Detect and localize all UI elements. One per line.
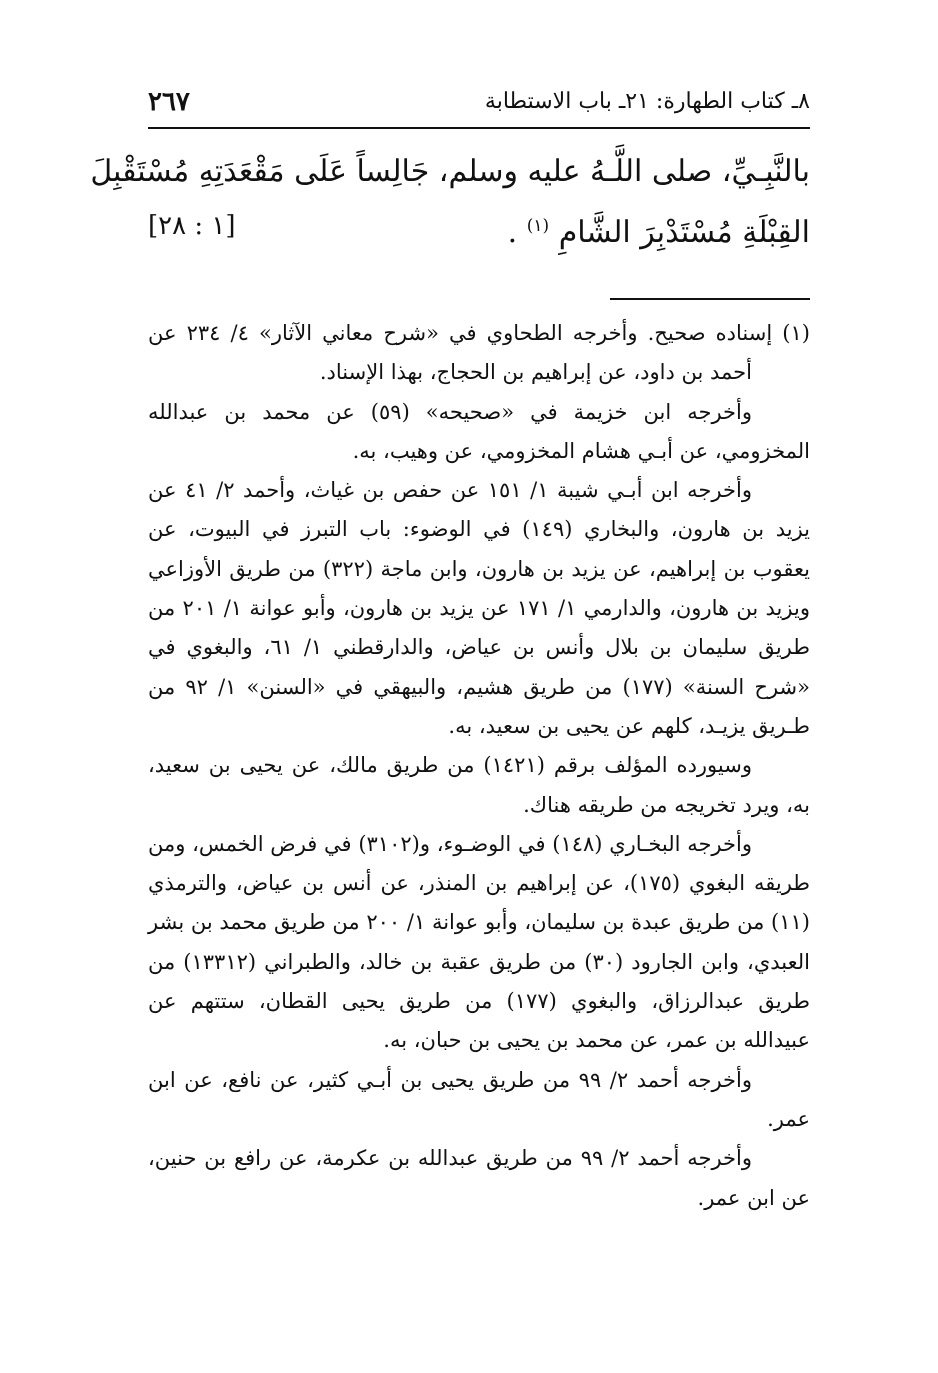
footnote-marker: (١)	[526, 216, 550, 236]
footnote-paragraph: (١) إسناده صحيح. وأخرجه الطحاوي في «شرح معاني الآثار» ٤/ ٢٣٤ عن أحمد بن داود، عن إبراهيم بن الحجاج، بهذا الإسناد.	[148, 321, 810, 385]
footnotes	[148, 314, 810, 1218]
footnote-paragraph: وأخرجه ابن أبـي شيبة ١/ ١٥١ عن حفص بن غياث، وأحمد ٢/ ٤١ عن يزيد بن هارون، والبخاري (١٤٩) في الوضوء: باب التبرز في البيوت، عن يعقوب بن إبراهيم، عن يزيد بن هارون، وابن ماجة (٣٢٢) من طريق الأوزاعي ويزيد بن هارون، والدارمي ١/ ١٧١ عن يزيد بن هارون، وأبو عوانة ١/ ٢٠١ من طريق سليمان بن بلال وأنس بن عياض، والدارقطني ١/ ٦١، والبغوي في «شرح السنة» (١٧٧) من طريق هشيم، والبيهقي في «السنن» ١/ ٩٢ من طـريق يزيـد، كلهم عن يحيى بن سعيد، به.	[148, 478, 810, 738]
hadith-line-2	[148, 199, 810, 260]
footnote-paragraph: وأخرجه البخـاري (١٤٨) في الوضـوء، و(٣١٠٢) في فرض الخمس، ومن طريقه البغوي (١٧٥)، عن إبراهيم بن المنذر، عن أنس بن عياض، والترمذي (١١) من طريق عبدة بن سليمان، وأبو عوانة ١/ ٢٠٠ من طريق محمد بن بشر العبدي، وابن الجارود (٣٠) من طريق عقبة بن خالد، والطبراني (١٣٣١٢) من طريق عبدالرزاق، والبغوي (١٧٧) من طريق يحيى القطان، ستتهم عن عبيدالله بن عمر، عن محمد بن يحيى بن حبان، به.	[148, 831, 810, 1053]
hadith-line-2-end: .	[507, 215, 518, 250]
running-header	[148, 84, 810, 124]
hadith-line-1: بالنَّبِـيِّ، صلى اللَّـهُ عليه وسلم، جَالِساً عَلَى مَقْعَدَتِهِ مُسْتَقْبِلَ	[90, 154, 810, 189]
hadith-text	[90, 145, 810, 260]
footnote-paragraph: وأخرجه أحمد ٢/ ٩٩ من طريق يحيى بن أبـي كثير، عن نافع، عن ابن عمر.	[148, 1067, 810, 1131]
page-number: ٢٦٧	[148, 87, 190, 117]
header-divider	[148, 127, 810, 129]
footnote-paragraph: وأخرجه أحمد ٢/ ٩٩ من طريق عبدالله بن عكرمة، عن رافع بن حنين، عن ابن عمر.	[148, 1146, 810, 1210]
footnote-paragraph: وأخرجه ابن خزيمة في «صحيحه» (٥٩) عن محمد بن عبدالله المخزومي، عن أبـي هشام المخزومي، عن وهيب، به.	[148, 399, 810, 463]
chapter-title: ٨ـ كتاب الطهارة: ٢١ـ باب الاستطابة	[484, 89, 810, 114]
hadith-reference: [١ : ٢٨]	[148, 211, 236, 241]
footnote-paragraph: وسيورده المؤلف برقم (١٤٢١) من طريق مالك، عن يحيى بن سعيد، به، ويرد تخريجه من طريقه هناك.	[148, 753, 810, 817]
hadith-line-2-text: القِبْلَةِ مُسْتَدْبِرَ الشَّامِ	[558, 215, 810, 250]
footnote-divider	[610, 298, 810, 300]
